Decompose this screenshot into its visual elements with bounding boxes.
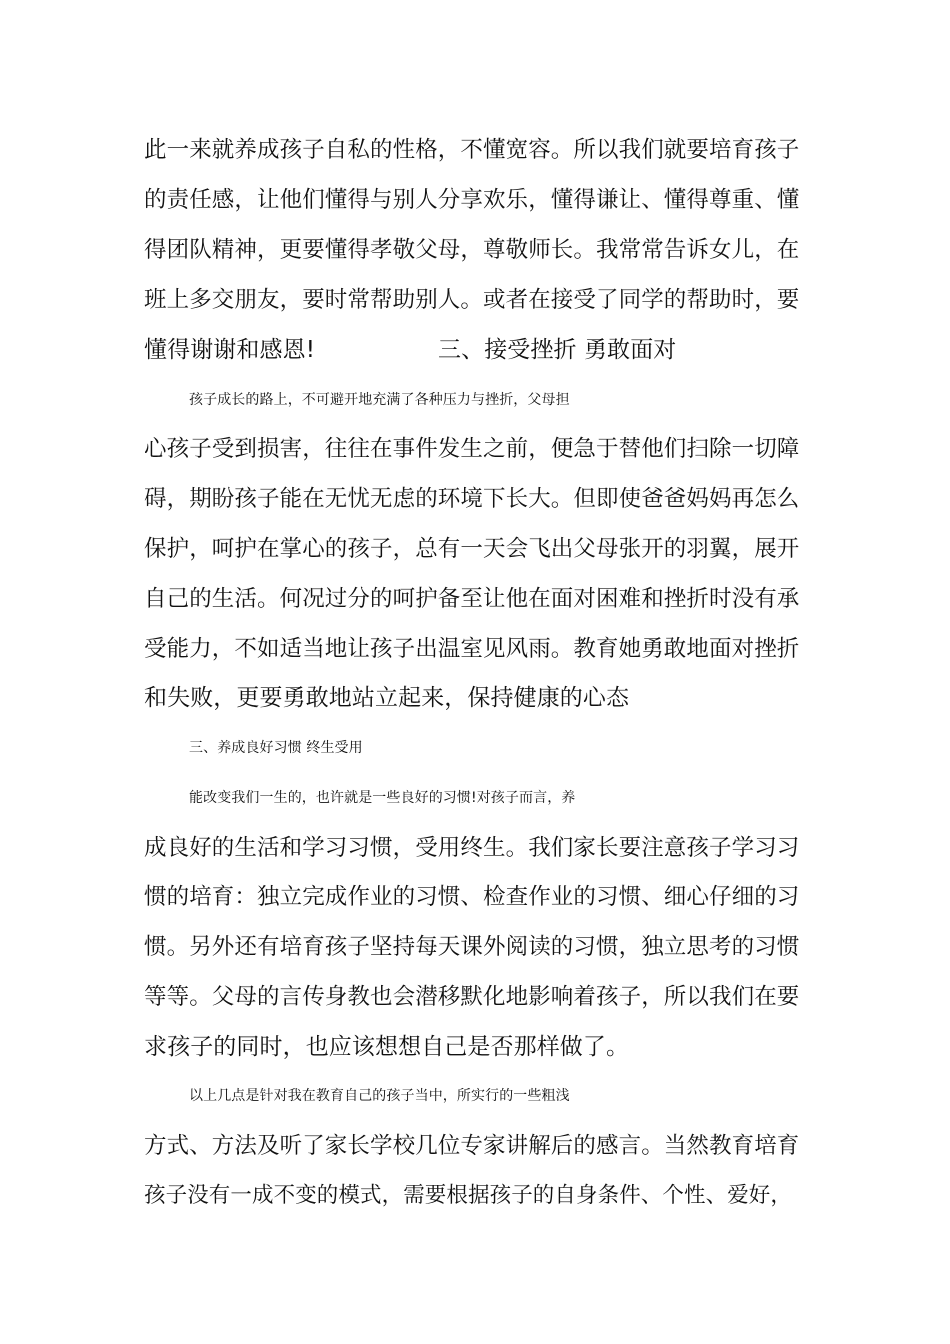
paragraph-line: 孩子成长的路上，不可避开地充满了各种压力与挫折，父母担 [189,392,570,408]
paragraph-line: 受能力，不如适当地让孩子出温室见风雨。教育她勇敢地面对挫折 [144,636,800,662]
paragraph-line: 心孩子受到损害，往往在事件发生之前，便急于替他们扫除一切障 [144,436,800,462]
section-heading-inline: 三、接受挫折 勇敢面对 [438,337,677,363]
paragraph-line: 惯的培育：独立完成作业的习惯、检查作业的习惯、细心仔细的习 [144,884,800,910]
paragraph-line: 孩子没有一成不变的模式，需要根据孩子的自身条件、个性、爱好， [144,1183,793,1208]
paragraph-line: 保护，呵护在掌心的孩子，总有一天会飞出父母张开的羽翼，展开 [144,536,800,562]
paragraph-line: 等等。父母的言传身教也会潜移默化地影响着孩子，所以我们在要 [144,984,800,1010]
paragraph-line: 班上多交朋友，要时常帮助别人。或者在接受了同学的帮助时，要 [144,287,800,313]
paragraph-line: 和失败，更要勇敢地站立起来，保持健康的心态 [144,685,630,711]
paragraph-line: 方式、方法及听了家长学校几位专家讲解后的感言。当然教育培育 [144,1133,800,1159]
paragraph-line: 惯。另外还有培育孩子坚持每天课外阅读的习惯，独立思考的习惯 [144,934,800,960]
paragraph-line: 以上几点是针对我在教育自己的孩子当中，所实行的一些粗浅 [189,1088,570,1104]
paragraph-line: 求孩子的同时，也应该想想自己是否那样做了。 [144,1034,630,1060]
paragraph-line-text: 懂得谢谢和感恩! [144,337,316,363]
paragraph-line: 成良好的生活和学习习惯，受用终生。我们家长要注意孩子学习习 [144,835,800,861]
paragraph-line: 的责任感，让他们懂得与别人分享欢乐，懂得谦让、懂得尊重、懂 [144,187,800,213]
section-heading: 三、养成良好习惯 终生受用 [189,740,363,756]
paragraph-line: 得团队精神，更要懂得孝敬父母，尊敬师长。我常常告诉女儿，在 [144,237,800,263]
paragraph-line [144,330,804,370]
paragraph-line: 能改变我们一生的，也许就是一些良好的习惯!对孩子而言，养 [189,790,576,806]
paragraph-line: 碍，期盼孩子能在无忧无虑的环境下长大。但即使爸爸妈妈再怎么 [144,486,800,512]
paragraph-line: 此一来就养成孩子自私的性格，不懂宽容。所以我们就要培育孩子 [144,137,800,163]
paragraph-line: 自己的生活。何况过分的呵护备至让他在面对困难和挫折时没有承 [144,586,800,612]
